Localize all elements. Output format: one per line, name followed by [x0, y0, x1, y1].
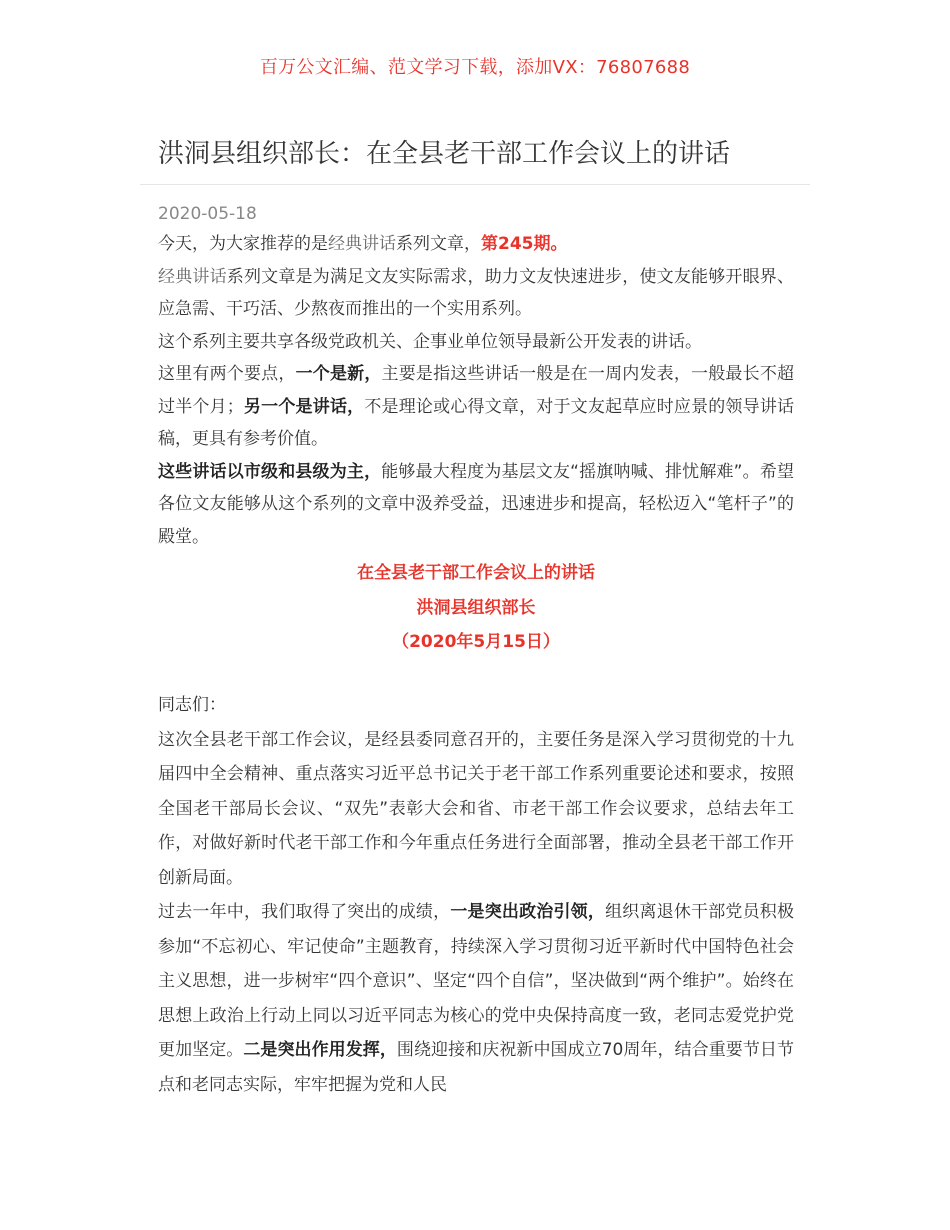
article-title: 洪洞县组织部长：在全县老干部工作会议上的讲话: [158, 139, 731, 169]
speech-text: 围绕迎接和庆祝新中国成立70周年，结合重要节日节点和老同志实际，牢牢把握为党和人民: [158, 1040, 794, 1095]
intro-text: 今天，为大家推荐的是: [158, 234, 328, 254]
title-divider: [140, 184, 810, 185]
intro-text: 能够最大程度为基层文友“摇旗呐喊、排忧解难”。希望各位文友能够从这个系列的文章中汲养受益，迅速进步和提高，轻松迈入“笔杆子”的殿堂。: [158, 461, 794, 547]
series-name: 经典讲话: [158, 266, 227, 287]
intro-paragraph-4: [158, 358, 794, 456]
key-point: 另一个是讲话，: [243, 396, 365, 417]
salutation: 同志们：: [158, 695, 226, 715]
intro-text: 系列文章，: [396, 234, 481, 254]
intro-paragraph-5: [158, 456, 794, 554]
key-point: 二是突出作用发挥，: [243, 1040, 397, 1060]
intro-paragraph-1: [158, 228, 794, 261]
key-point: 这些讲话以市级和县级为主，: [158, 461, 382, 482]
intro-text: 不是理论或心得文章，对于文友起草应时应景的领导讲话稿，更具有参考价值。: [158, 396, 795, 449]
key-point: 一是突出政治引领，: [450, 902, 606, 922]
intro-text: 系列文章是为满足文友实际需求，助力文友快速进步，使文友能够开眼界、应急需、干巧活、少熬夜而推出的一个实用系列。: [158, 266, 795, 319]
speech-text: 过去一年中，我们取得了突出的成绩，: [158, 902, 451, 922]
series-name: 经典讲话: [328, 234, 396, 254]
intro-paragraph-2: [158, 261, 794, 326]
speech-text: 组织离退休干部党员积极参加“不忘初心、牢记使命”主题教育，持续深入学习贯彻习近平新时代中国特色社会主义思想，进一步树牢“四个意识”、坚定“四个自信”，坚决做到“两个维护”。始终在思想上政治上行动上同以习近平同志为核心的党中央保持高度一致，老同志爱党护党更加坚定。: [158, 902, 795, 1060]
article-date: 2020-05-18: [158, 204, 257, 224]
intro-text: 这里有两个要点，: [158, 364, 296, 384]
key-point: 一个是新，: [295, 364, 382, 384]
promo-banner: 百万公文汇编、范文学习下载，添加VX：76807688: [259, 57, 691, 78]
speech-speaker: 洪洞县组织部长: [416, 597, 536, 618]
intro-section: [158, 228, 794, 660]
speech-date: （2020年5月15日）: [392, 632, 560, 652]
intro-text: 主要是指这些讲话一般是在一周内发表，一般最长不超过半个月；: [158, 364, 795, 417]
speech-paragraph-2: [158, 895, 794, 1102]
speech-paragraph-1: 这次全县老干部工作会议，是经县委同意召开的，主要任务是深入学习贯彻党的十九届四中全会精神、重点落实习近平总书记关于老干部工作系列重要论述和要求，按照全国老干部局长会议、“双先”表彰大会和省、市老干部工作会议要求，总结去年工作，对做好新时代老干部工作和今年重点任务进行全面部署，推动全县老干部工作开创新局面。: [158, 729, 794, 888]
speech-body: [158, 688, 794, 1102]
issue-number: 第245期。: [481, 234, 568, 254]
intro-paragraph-3: 这个系列主要共享各级党政机关、企事业单位领导最新公开发表的讲话。: [158, 331, 702, 352]
speech-title: 在全县老干部工作会议上的讲话: [357, 563, 595, 583]
